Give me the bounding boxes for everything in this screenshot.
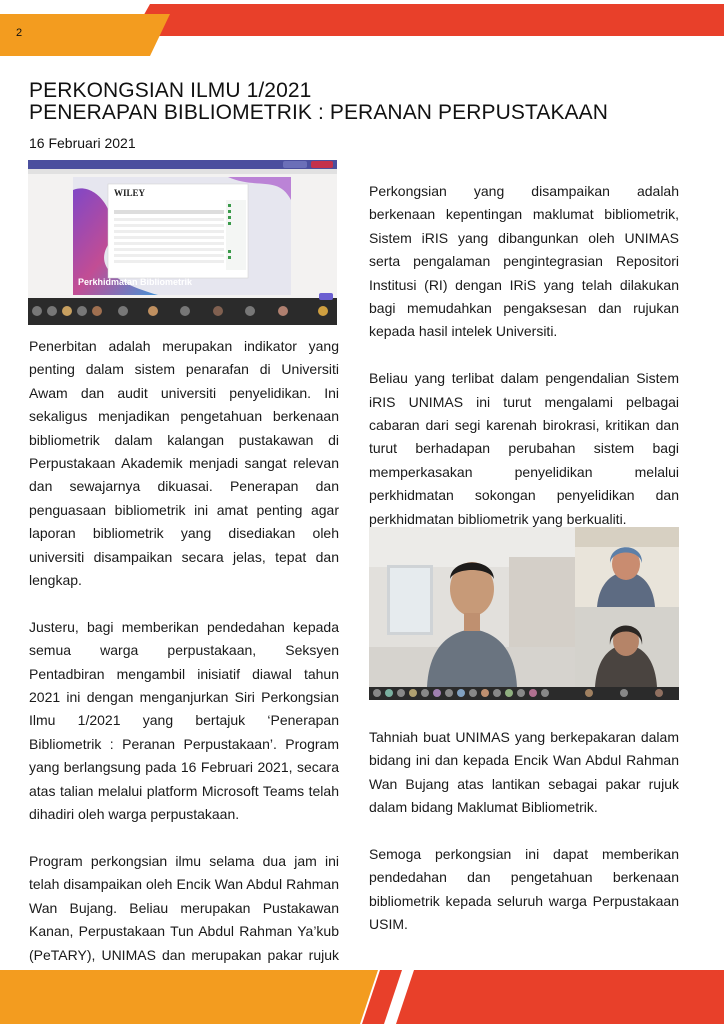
title-line-1: PERKONGSIAN ILMU 1/2021 [29,79,312,102]
meeting-screenshot-presentation [28,160,337,325]
left-paragraph-2: Justeru, bagi memberikan pendedahan kepada semua warga perpustakaan, Seksyen Pentadbiran mengambil inisiatif diawal tahun 2021 ini dengan menganjurkan Siri Perkongsian Ilmu 1/2021 yang bertajuk ‘Penerapan Bibliometrik : Peranan Perpustakaan’. Program yang berlangsung pada 16 Februari 2021, secara atas talian melalui platform Microsoft Teams telah dihadiri oleh warga perpustakaan. [29,618,339,823]
bottom-banner [0,970,724,1024]
top-orange-tab [0,14,170,56]
bottom-orange-bar [0,970,378,1024]
meeting-screenshot-video [369,527,679,700]
article-date: 16 Februari 2021 [29,135,136,151]
video-call-graphic [369,527,679,700]
left-paragraph-3: Program perkongsian ilmu selama dua jam ini telah disampaikan oleh Encik Wan Abdul Rahman Wan Bujang. Beliau merupakan Pustakawan Kanan, Perpustakaan Tun Abdul Rahman Ya’kub (PeTARY), UNIMAS dan merupakan pakar rujuk [29,852,339,963]
top-banner [0,0,724,58]
right-paragraph-1: Perkongsian yang disampaikan adalah berkenaan kepentingan maklumat bibliometrik, Sistem iRIS yang dibangunkan oleh UNIMAS serta pengalaman pengintegrasian Repositori Institusi (RI) dengan IRiS yang telah dilakukan bagi memudahkan pengaksesan dan rujukan kepada hasil intelek Universiti. [369,183,679,340]
right-column-bottom [369,726,679,960]
presentation-graphic [28,160,337,325]
left-column [29,335,339,1014]
title-line-2: PENERAPAN BIBLIOMETRIK : PERANAN PERPUSTAKAAN [29,101,609,124]
left-paragraph-1: Penerbitan adalah merupakan indikator yang penting dalam sistem penarafan di Universiti Awam dan audit universiti penyelidikan. Ini sekaligus menjadikan pengetahuan berkenaan bibliometrik dalam kalangan pustakawan di Perpustakaan Akademik menjadi sangat relevan dan sewajarnya dikuasai. Penerapan dan penguasaan bibliometrik ini amat penting agar laporan bibliometrik yang disediakan oleh universiti disampaikan secara jelas, tepat dan lengkap. [29,338,339,589]
page-number: 2 [16,27,23,39]
presentation-banner-text: Perkhidmatan Bibliometrik [78,277,193,287]
right-paragraph-4: Semoga perkongsian ini dapat memberikan pendedahan dan pengetahuan berkenaan bibliometrik kepada seluruh warga Perpustakaan USIM. [369,846,679,933]
bottom-red-bar [396,970,724,1024]
right-paragraph-3: Tahniah buat UNIMAS yang berkepakaran dalam bidang ini dan kepada Encik Wan Abdul Rahman Wan Bujang atas lantikan sebagai pakar rujuk dalam bidang Maklumat Bibliometrik. [369,729,679,816]
right-column-top [369,180,679,554]
top-red-bar [132,4,724,36]
right-paragraph-2: Beliau yang terlibat dalam pengendalian Sistem iRIS UNIMAS ini turut mengalami pelbagai cabaran dari segi karenah birokrasi, kritikan dan turut berhadapan perubahan sistem bagi memperkasakan penyelidikan melalui perkhidmatan sokongan penyelidikan dan perkhidmatan bibliometrik yang berkualiti. [369,370,679,527]
page-title [29,80,608,124]
wiley-brand: WILEY [114,188,146,198]
